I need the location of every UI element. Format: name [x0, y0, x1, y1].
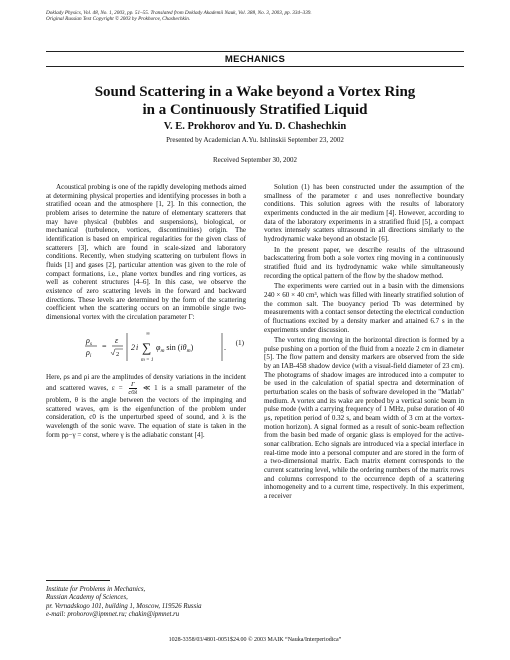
svg-text:φm sin (iθm): $\varphi_m$ $\sin (i\theta_m)$ — [156, 342, 194, 354]
paragraph-vortex-ring: The vortex ring moving in the horizontal direction is formed by a pulse pushing on a portion of the fluid from a nozzle 2 cm in diameter [5]. The flow pattern and density markers are observed from the side by an IAB-458 shadow device (with a visual-field diameter of 23 cm). The photograms of shadow images are introduced into a computer to be used in the calculation of spatial spectra and determination of perturbation scales on the basis of software developed in the "Matlab" medium. A vortex and its wake are probed by a vertical sonic beam in pulse mode (with a carrying frequency of 1 MHz, pulse duration of 40 μs, repetition period of 0.32 s, and beam width of 3 cm at the vortex-motion horizon). A signal formed as a result of sonic-beam reflection from the basin bed made of organic glass is employed for the active-sonar calibration. Echo signals are introduced via a special interface in real-time mode into a personal computer and are stored in the form of a two-dimensional matrix. Each matrix element corresponds to the current scattering level, while the ordering numbers of the matrix rows and columns correspond to the occurrence depth of a scattering inhomogeneity and to a current time, respectively. In this experiment, a receiver — [264, 336, 464, 500]
fraction-numerator: Γ — [130, 381, 135, 389]
epsilon-fraction — [128, 381, 137, 396]
svg-text:.: . — [224, 342, 226, 352]
left-column — [46, 183, 246, 439]
paragraph-present-paper: In the present paper, we describe results of the ultrasound backscattering from both a sole vortex ring moving in a continuously stratified fluid and its hydrodynamic wake while simultaneously recording the optical pattern of the flow by the shadow method. — [264, 245, 464, 280]
equation-number: (1) — [235, 338, 244, 347]
equation-1-graphic — [46, 325, 246, 367]
journal-header — [46, 10, 466, 23]
definitions-part-2: ≪ 1 is a small parameter of the problem, θ is the angle between the vectors of the impinging and scattered waves, φm is the eigenfunction of the problem under consideration, c0 is the unperturbed speed of sound, and λ is the wavelength of the sonic wave. The equation of state is taken in the form pρ−γ = const, where γ is the adiabatic constant [4]. — [46, 384, 246, 439]
affiliation-address: pr. Vernadskogo 101, building 1, Moscow, 119526 Russia — [46, 602, 202, 610]
eq-rho-i: $\rho_i$ — [86, 347, 92, 359]
paragraph-intro: Acoustical probing is one of the rapidly developing methods aimed at determining physical properties and identifying processes in both a stratified ocean and the atmosphere [1, 2]. In this connection, the problem arises to determine the nature of elementary scatterers that may have physical (bubbles and suspensions), biological, or mechanical (turbulence, vortices, discontinuities) origin. The identification is based on empirical regularities for the given class of scatterers [3], which are found in scale-sized and laboratory conditions. Recently, when studying scattering on turbulent flows in fluids [1] and gases [2], particular attention was given to the role of compact formations, i.e., plane vortex bundles and ring vortices, as well as coherent structures [4–6]. In this case, we observe the existence of zero scattering levels in the forward and backward directions. These levels are determined by the form of the scattering coefficient when the scattering occurs on an immobile single two-dimensional vortex with the circulation parameter Γ: — [46, 183, 246, 321]
affiliation-academy: Russian Academy of Sciences, — [46, 594, 128, 602]
eq-epsilon: ε — [115, 335, 119, 345]
svg-text:i: i — [136, 342, 139, 352]
affiliation-footnote — [46, 586, 256, 619]
eq-sum-bottom: m = 1 — [141, 356, 154, 363]
right-column — [264, 183, 464, 501]
section-heading: MECHANICS — [224, 54, 286, 65]
paragraph-definitions — [46, 373, 246, 440]
presented-by: Presented by Academician A.Yu. Ishlinskii September 23, 2002 — [166, 136, 344, 144]
title-line-2: in a Continuously Stratified Liquid — [142, 102, 368, 118]
equation-1 — [46, 325, 246, 367]
section-rule-bottom — [46, 66, 464, 67]
paragraph-experiments: The experiments were carried out in a basin with the dimensions 240 × 60 × 40 cm³, which was filled with linearly stratified solution of the common salt. The buoyancy period Tb was determined by measurements with a contact sensor detecting the electrical conduction of fluctuations excited by a density marker and attained 6.7 s in the experiments under discussion. — [264, 282, 464, 334]
eq-sum-top: ∞ — [146, 330, 150, 337]
svg-text:=: = — [102, 341, 107, 351]
definitions-part-1: Here, ρs and ρi are the amplitudes of density variations in the incident and scattered waves, ε = — [46, 372, 246, 393]
title-line-1: Sound Scattering in a Wake beyond a Vortex Ring — [94, 84, 416, 100]
received-date: Received September 30, 2002 — [213, 156, 297, 164]
svg-text:∑: ∑ — [142, 339, 152, 355]
page-footer: 1028-3358/03/4801-0051$24.00 © 2003 MAIK “Nauka/Interperiodica” — [168, 637, 342, 643]
eq-rho-s: $\rho_s$ — [86, 335, 92, 347]
section-rule-top — [46, 51, 464, 52]
paper-title — [46, 83, 464, 119]
journal-copyright: Original Russian Text Copyright © 2003 by Prokhorov, Chashechkin. — [46, 16, 191, 23]
affiliation-institute: Institute for Problems in Mechanics, — [46, 586, 146, 593]
eq-sqrt-arg: 2 — [116, 350, 120, 358]
paragraph-solution: Solution (1) has been constructed under the assumption of the smallness of the parameter ε and uses nonreflective boundary conditions. This solution agrees with the results of laboratory experiments conducted in the air medium [4]. However, according to data of the laboratory experiments in a stratified fluid [5], a compact vortex intensely scatters ultrasound in all directions similarly to the hydrodynamic wake beyond an obstacle [6]. — [264, 183, 464, 243]
paper-authors: V. E. Prokhorov and Yu. D. Chashechkin — [163, 121, 347, 132]
svg-text:2: 2 — [131, 342, 135, 352]
journal-citation: Doklady Physics, Vol. 48, No. 1, 2003, pp. 51–55. Translated from Doklady Akademii Nauk, Vol. 388, No. 3, 2003, pp. 334–339. — [46, 10, 312, 16]
footnote-rule — [46, 580, 110, 581]
affiliation-email: e-mail: prohorov@ipmnet.ru; chakin@ipmnet.ru — [46, 610, 180, 618]
fraction-denominator: c0λ — [128, 389, 138, 397]
